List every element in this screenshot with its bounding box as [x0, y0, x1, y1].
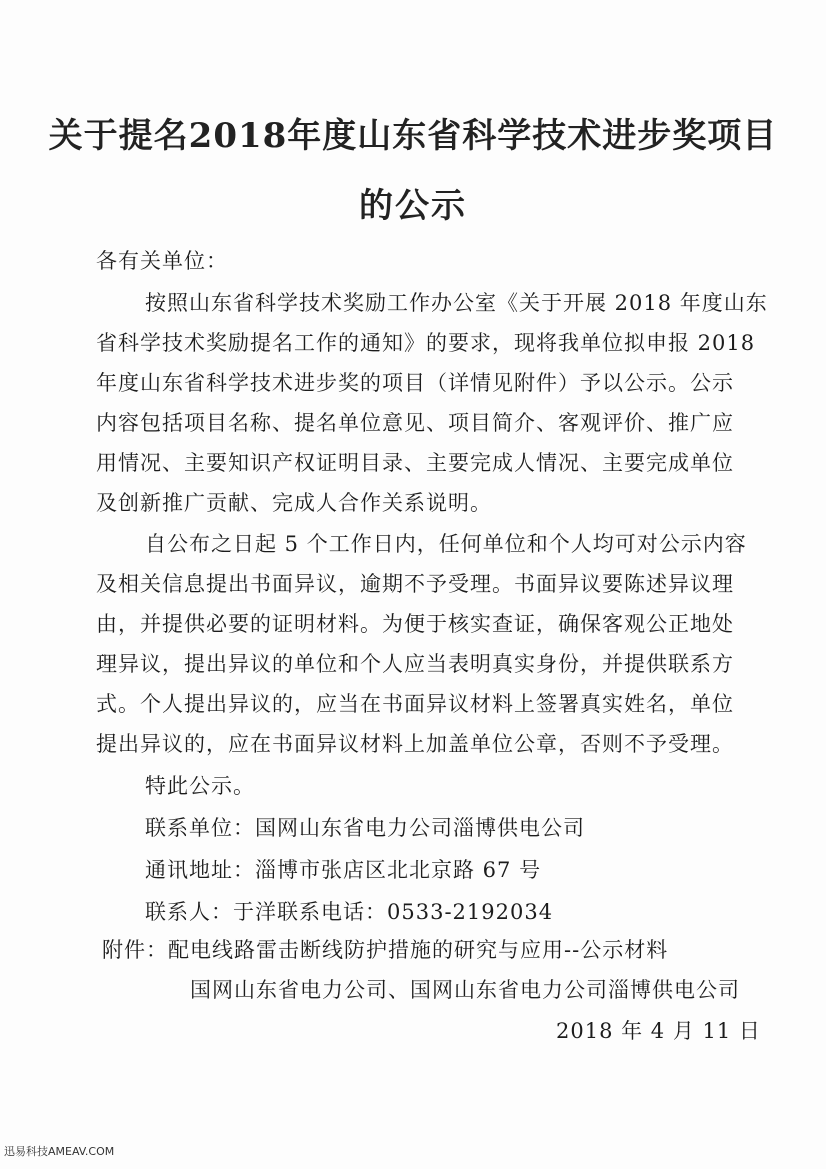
closing-text: 特此公示。 [145, 774, 255, 798]
paragraph1-line4: 内容包括项目名称、提名单位意见、项目简介、客观评价、推广应 [96, 411, 734, 435]
paragraph2-line1: 自公布之日起 5 个工作日内，任何单位和个人均可对公示内容 [145, 532, 747, 556]
paragraph1-line1: 按照山东省科学技术奖励工作办公室《关于开展 2018 年度山东 [145, 291, 768, 315]
attachment-line: 附件：配电线路雷击断线防护措施的研究与应用--公示材料 [102, 938, 669, 962]
contact-address: 通讯地址：淄博市张店区北北京路 67 号 [145, 858, 542, 882]
paragraph2-line2: 及相关信息提出书面异议，逾期不予受理。书面异议要陈述异议理 [96, 572, 734, 596]
signature-date: 2018 年 4 月 11 日 [556, 1019, 761, 1043]
paragraph2-line5: 式。个人提出异议的，应当在书面异议材料上签署真实姓名，单位 [96, 692, 734, 716]
contact-person: 联系人：于洋联系电话：0533-2192034 [145, 900, 554, 924]
paragraph1-line2: 省科学技术奖励提名工作的通知》的要求，现将我单位拟申报 2018 [96, 331, 756, 355]
paragraph1-line5: 用情况、主要知识产权证明目录、主要完成人情况、主要完成单位 [96, 451, 734, 475]
notice-title-line2: 的公示 [359, 186, 467, 226]
signature-org: 国网山东省电力公司、国网山东省电力公司淄博供电公司 [190, 978, 740, 1002]
notice-title-line1: 关于提名2018年度山东省科学技术进步奖项目 [48, 116, 778, 156]
contact-unit: 联系单位：国网山东省电力公司淄博供电公司 [145, 816, 585, 840]
paragraph1-line3: 年度山东省科学技术进步奖的项目（详情见附件）予以公示。公示 [96, 371, 734, 395]
paragraph2-line3: 由，并提供必要的证明材料。为便于核实查证，确保客观公正地处 [96, 612, 734, 636]
paragraph2-line4: 理异议，提出异议的单位和个人应当表明真实身份，并提供联系方 [96, 652, 734, 676]
paragraph1-line6: 及创新推广贡献、完成人合作关系说明。 [96, 491, 492, 515]
paragraph2-line6: 提出异议的，应在书面异议材料上加盖单位公章，否则不予受理。 [96, 732, 734, 756]
salutation: 各有关单位： [96, 249, 228, 273]
watermark-text: 迅易科技AMEAV.COM [4, 1145, 115, 1158]
